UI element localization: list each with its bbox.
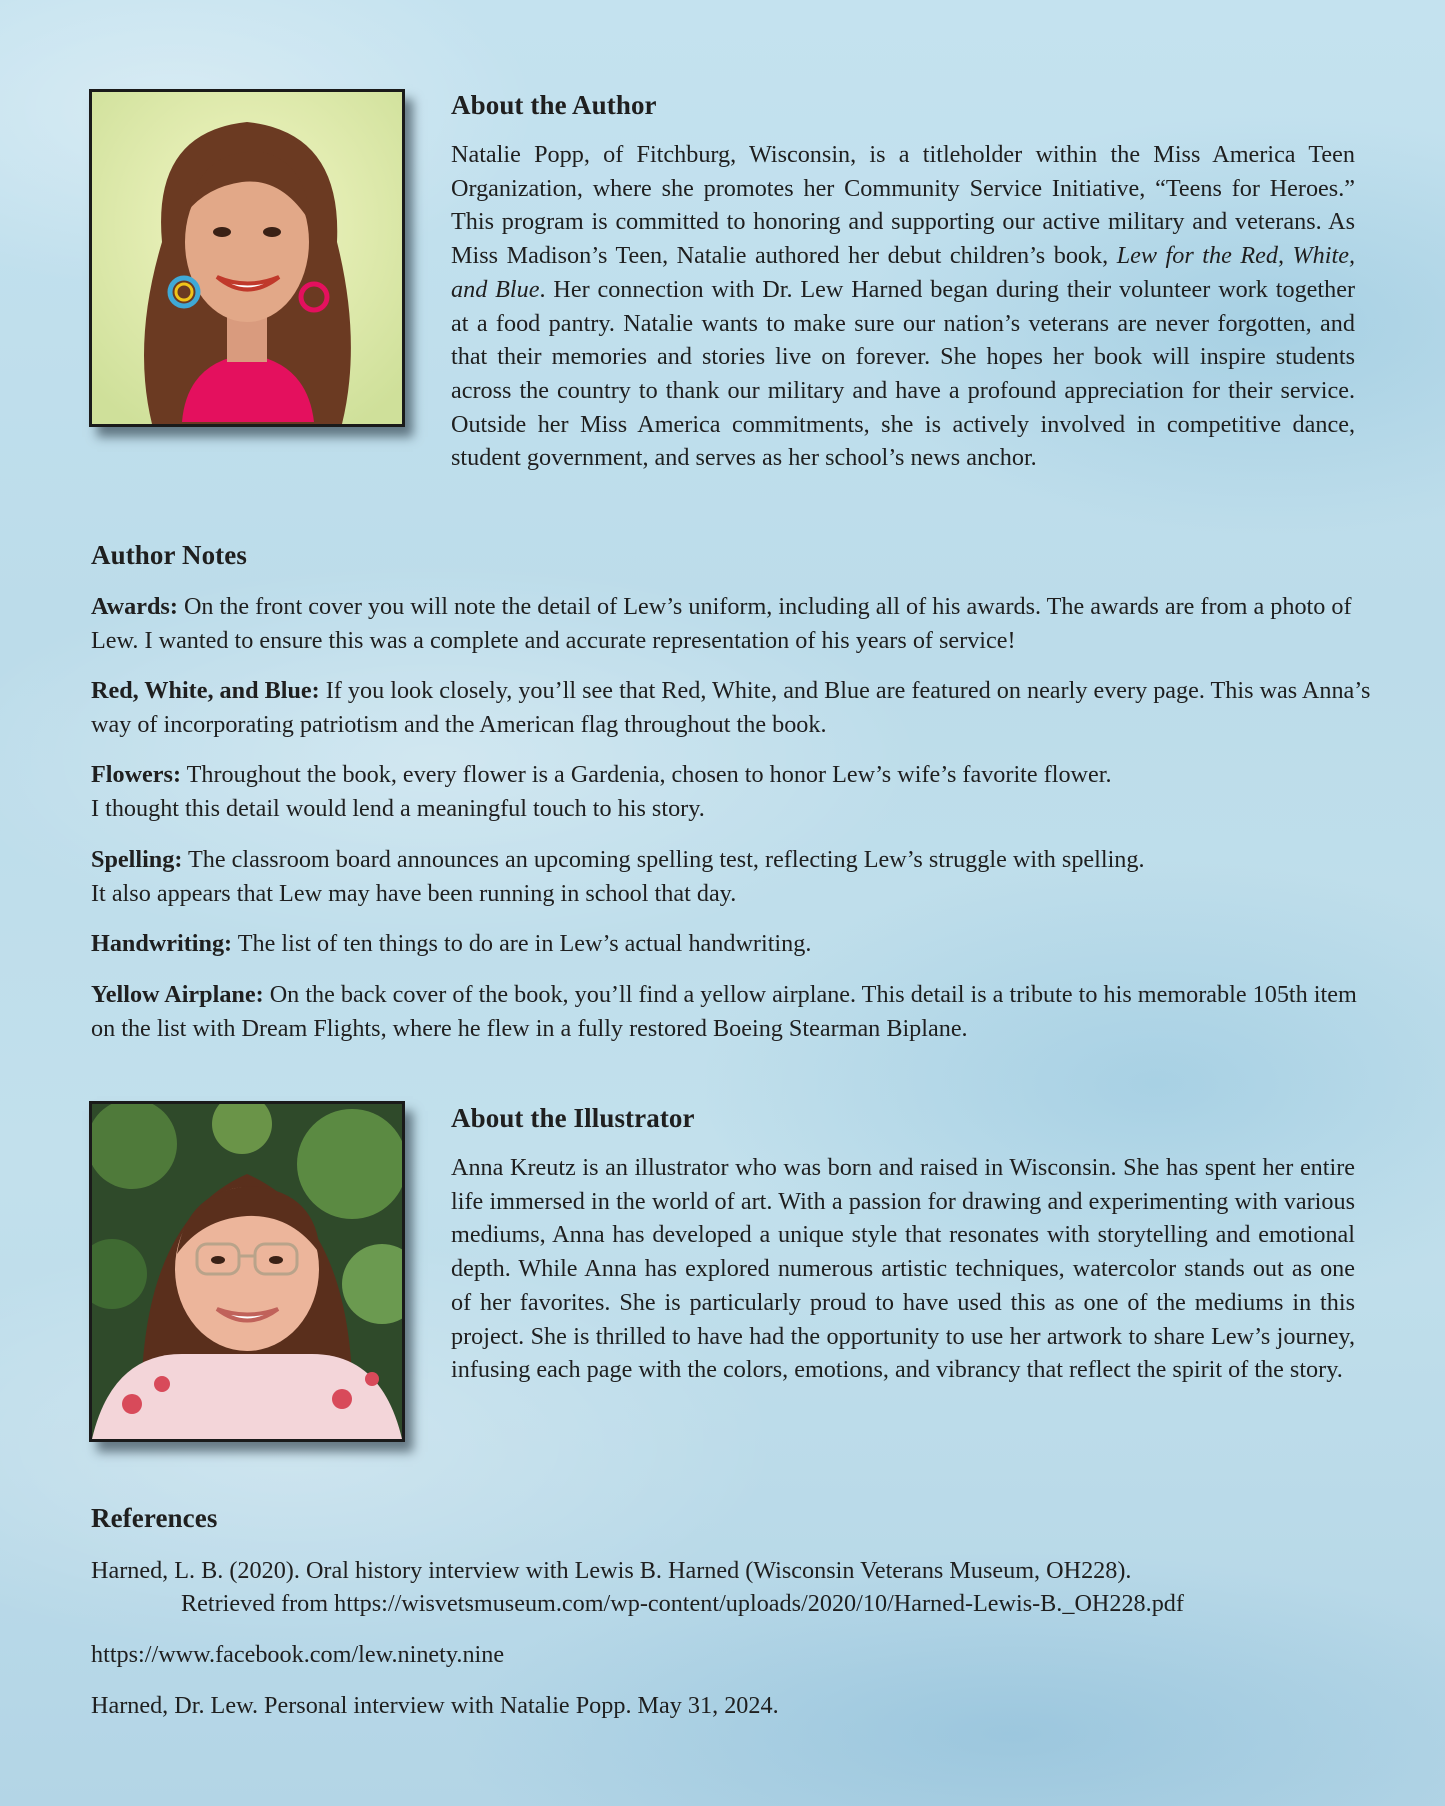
note-label: Handwriting: (91, 930, 233, 957)
note-handwriting (91, 927, 1381, 961)
references-heading: References (91, 1503, 218, 1533)
note-text: On the front cover you will note the detail of Lew’s uniform, including all of his awards. The awards are from a photo of Lew. I wanted to ensure this was a complete and accurate representation of his years of service! (91, 593, 1352, 654)
author-portrait-image (92, 92, 402, 424)
note-spelling (91, 843, 1381, 910)
reference-line: Harned, L. B. (2020). Oral history interview with Lewis B. Harned (Wisconsin Veterans Museum, OH228). (91, 1557, 1132, 1584)
note-text-line2: It also appears that Lew may have been running in school that day. (91, 879, 737, 907)
reference-line: Harned, Dr. Lew. Personal interview with Natalie Popp. May 31, 2024. (91, 1692, 779, 1719)
note-flowers (91, 758, 1381, 825)
author-bio-text-2: . Her connection with Dr. Lew Harned began during their volunteer work together at a food pantry. Natalie wants to make sure our nation’s veterans are never forgotten, and that their memories and stories live on forever. She hopes her book will inspire students across the country to thank our military and have a profound appreciation for their service. Outside her Miss America commitments, she is actively involved in competitive dance, student government, and serves as her school’s news anchor. (451, 275, 1356, 472)
note-red-white-blue (91, 674, 1381, 741)
book-title: Lew for the Red, White, and Blue (451, 242, 1355, 303)
note-text: On the back cover of the book, you’ll find a yellow airplane. This detail is a tribute to his memorable 105th item on the list with Dream Flights, where he flew in a fully restored Boeing Stearman Biplane. (91, 981, 1357, 1042)
note-text: If you look closely, you’ll see that Red, White, and Blue are featured on nearly every page. This was Anna’s way of incorporating patriotism and the American flag throughout the book. (91, 677, 1371, 738)
note-text-line2: I thought this detail would lend a meaningful touch to his story. (91, 794, 705, 822)
note-text: The list of ten things to do are in Lew’s actual handwriting. (232, 930, 812, 957)
illustrator-photo (89, 1101, 405, 1442)
about-illustrator-heading: About the Illustrator (451, 1103, 695, 1133)
note-yellow-airplane (91, 978, 1381, 1045)
about-author-heading: About the Author (451, 90, 657, 120)
reference-link: https://www.facebook.com/lew.ninety.nine (91, 1641, 505, 1668)
illustrator-portrait-image (92, 1104, 402, 1439)
illustrator-bio: Anna Kreutz is an illustrator who was born and raised in Wisconsin. She has spent her entire life immersed in the world of art. With a passion for drawing and experimenting with various mediums, Anna has developed a unique style that resonates with storytelling and emotional depth. While Anna has explored numerous artistic techniques, watercolor stands out as one of her favorites. She is particularly proud to have used this as one of the mediums in this project. She is thrilled to have had the opportunity to use her artwork to share Lew’s journey, infusing each page with the colors, emotions, and vibrancy that reflect the spirit of the story. (451, 1154, 1355, 1384)
note-label: Awards: (91, 593, 178, 620)
note-label: Spelling: (91, 846, 183, 873)
reference-item (91, 1689, 779, 1722)
reference-item (91, 1638, 504, 1671)
note-label: Yellow Airplane: (91, 981, 264, 1008)
reference-item (91, 1554, 1184, 1620)
author-bio-text-1: Natalie Popp, of Fitchburg, Wisconsin, is a titleholder within the Miss America Teen Organization, where she promotes her Community Service Initiative, “Teens for Heroes.” This program is committed to honoring and supporting our active military and veterans. As Miss Madison’s Teen, Natalie authored her debut children’s book, (451, 141, 1355, 270)
reference-url-line: Retrieved from https://wisvetsmuseum.com/wp-content/uploads/2020/10/Harned-Lewis-B._OH228.pdf (181, 1590, 1184, 1617)
note-text: Throughout the book, every flower is a Gardenia, chosen to honor Lew’s wife’s favorite flower. (181, 761, 1112, 788)
note-label: Red, White, and Blue: (91, 677, 320, 704)
note-label: Flowers: (91, 761, 181, 788)
author-notes-heading: Author Notes (91, 540, 247, 570)
author-bio (451, 138, 1355, 475)
note-text: The classroom board announces an upcoming spelling test, reflecting Lew’s struggle with spelling. (182, 846, 1145, 873)
note-awards (91, 590, 1381, 657)
author-photo (89, 89, 405, 427)
